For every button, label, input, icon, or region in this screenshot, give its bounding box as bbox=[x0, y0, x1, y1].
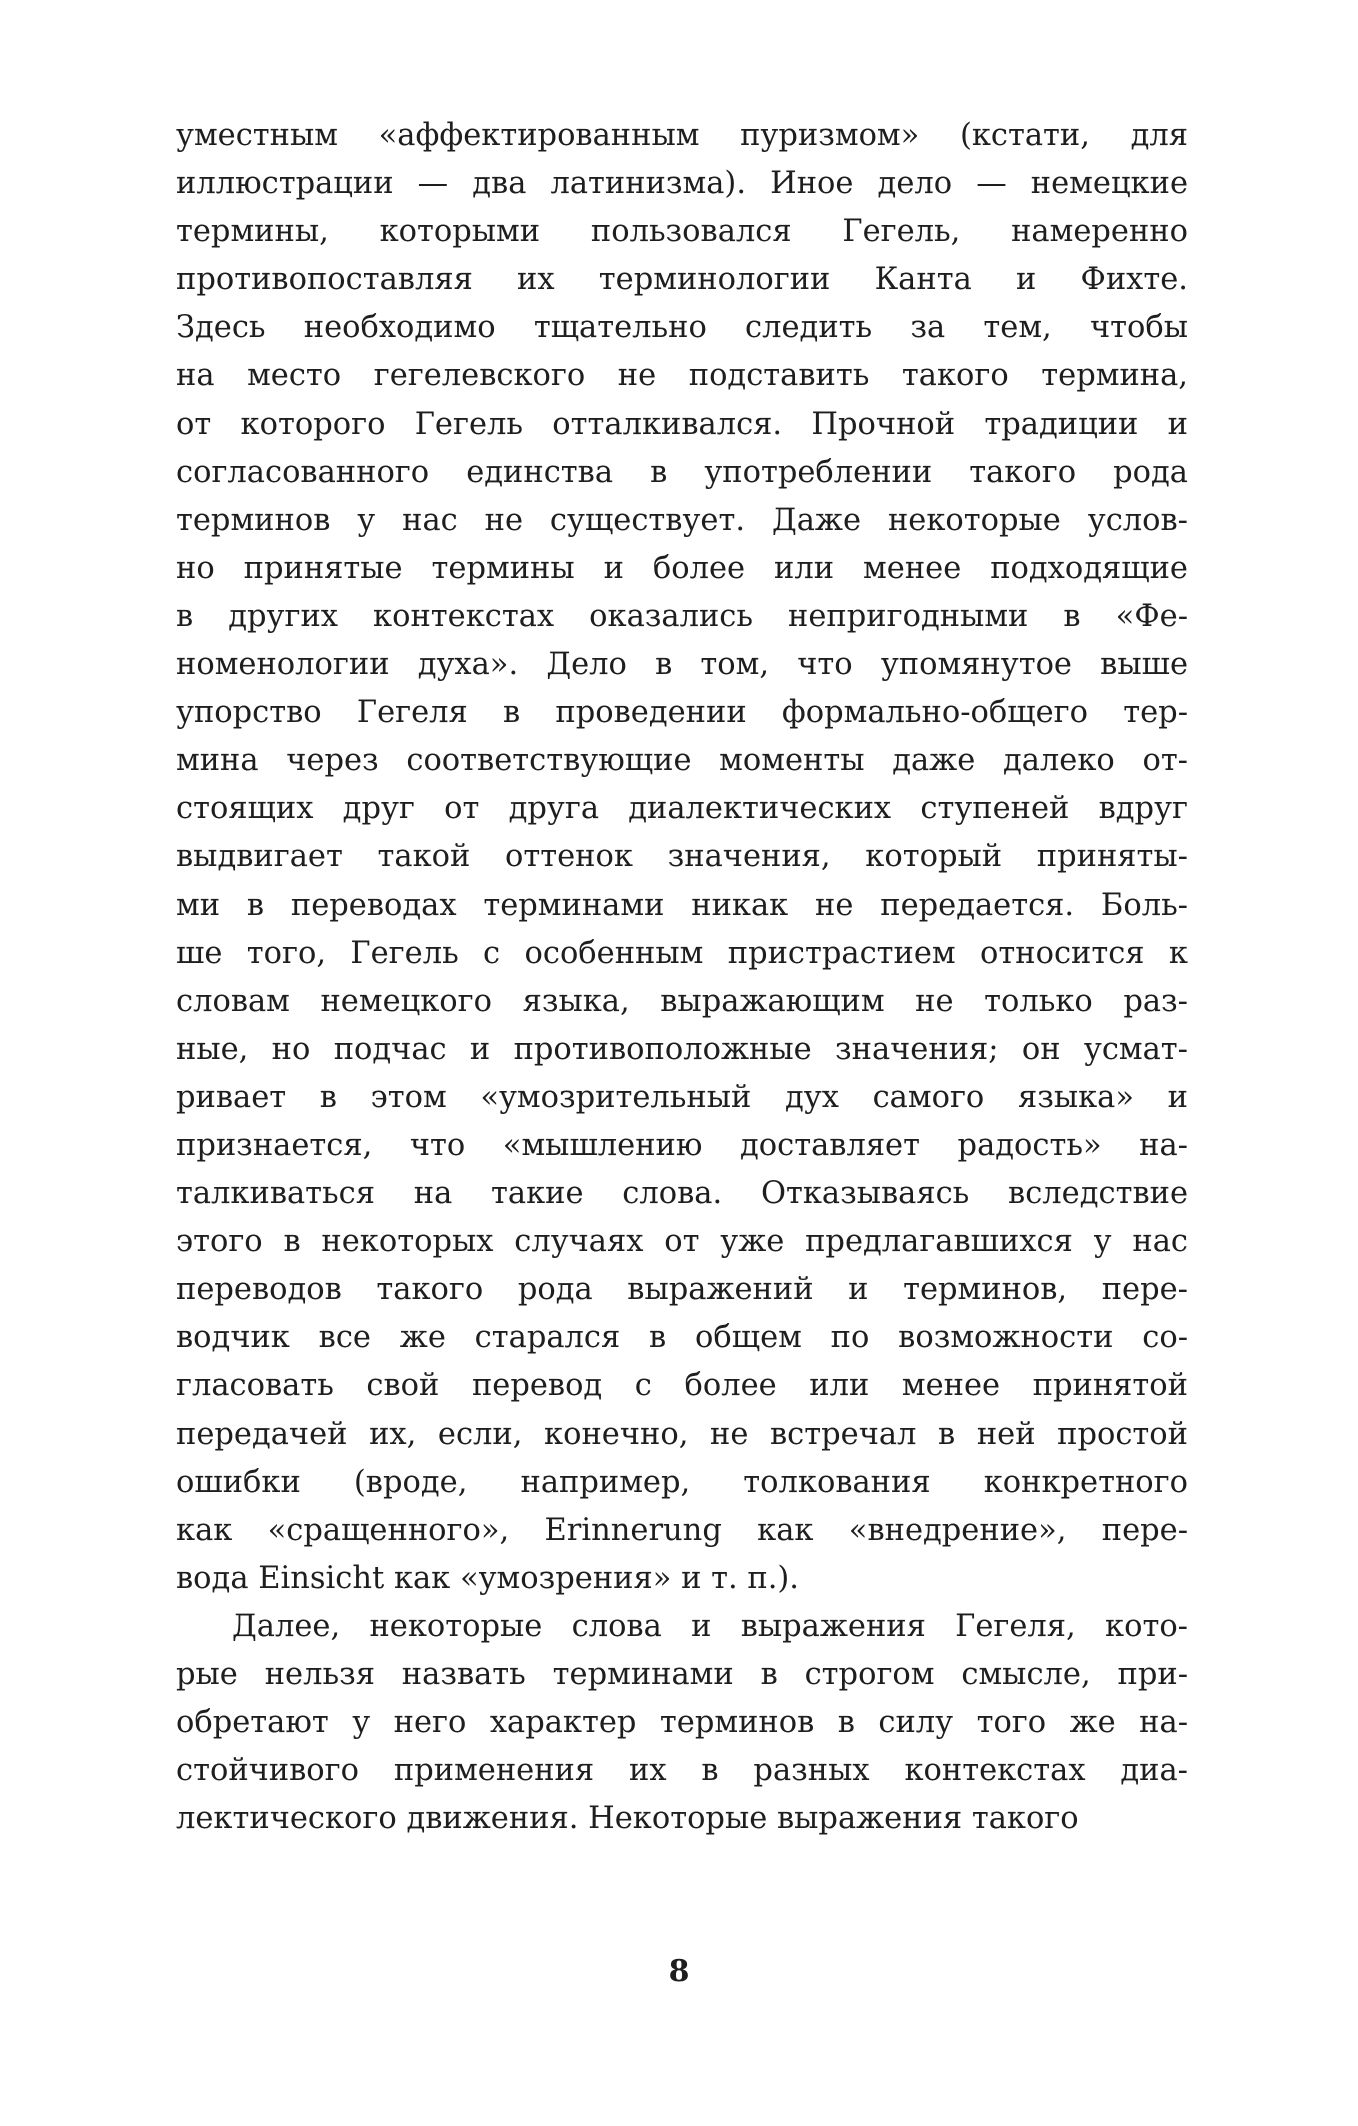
text-line: ше того, Гегель с особенным пристрастием относится к bbox=[176, 935, 1188, 971]
text-line: признается, что «мышлению доставляет радость» на- bbox=[176, 1127, 1188, 1163]
text-line: противопоставляя их терминологии Канта и Фихте. bbox=[176, 262, 1188, 298]
text-line: номенологии духа». Дело в том, что упомянутое выше bbox=[176, 647, 1188, 683]
text-line: словам немецкого языка, выражающим не только раз- bbox=[176, 983, 1188, 1019]
text-line: талкиваться на такие слова. Отказываясь вследствие bbox=[176, 1176, 1188, 1212]
text-line: на место гегелевского не подставить такого термина, bbox=[176, 358, 1188, 394]
text-line: Здесь необходимо тщательно следить за тем, чтобы bbox=[176, 310, 1188, 346]
text-line: как «сращенного», Erinnerung как «внедрение», пере- bbox=[176, 1512, 1188, 1548]
text-line: переводов такого рода выражений и терминов, пере- bbox=[176, 1272, 1188, 1308]
text-line: ми в переводах терминами никак не передается. Боль- bbox=[176, 887, 1188, 923]
text-line: ривает в этом «умозрительный дух самого языка» и bbox=[176, 1079, 1188, 1115]
text-line: но принятые термины и более или менее подходящие bbox=[176, 550, 1188, 586]
text-line: терминов у нас не существует. Даже некоторые услов- bbox=[176, 502, 1188, 538]
text-line: упорство Гегеля в проведении формально-общего тер- bbox=[176, 695, 1188, 731]
text-line: согласованного единства в употреблении такого рода bbox=[176, 454, 1188, 490]
text-line: уместным «аффектированным пуризмом» (кстати, для bbox=[176, 118, 1188, 153]
text-line: выдвигает такой оттенок значения, который приняты- bbox=[176, 839, 1188, 875]
text-line: вода Einsicht как «умозрения» и т. п.). bbox=[176, 1560, 800, 1596]
text-line: лектического движения. Некоторые выражения такого bbox=[176, 1801, 1079, 1837]
body-text bbox=[176, 112, 1188, 1843]
text-line: водчик все же старался в общем по возможности со- bbox=[176, 1320, 1188, 1356]
text-line: в других контекстах оказались непригодными в «Фе- bbox=[176, 598, 1188, 634]
text-line: стойчивого применения их в разных контекстах диа- bbox=[176, 1753, 1188, 1789]
text-line: от которого Гегель отталкивался. Прочной традиции и bbox=[176, 406, 1188, 442]
text-line: мина через соответствующие моменты даже далеко от- bbox=[176, 743, 1188, 779]
paragraph bbox=[176, 1603, 1188, 1843]
text-line: термины, которыми пользовался Гегель, намеренно bbox=[176, 214, 1188, 250]
paragraph bbox=[176, 112, 1188, 1603]
text-line: обретают у него характер терминов в силу того же на- bbox=[176, 1705, 1188, 1741]
text-line: иллюстрации — два латинизма). Иное дело — немецкие bbox=[176, 166, 1188, 202]
text-line: стоящих друг от друга диалектических ступеней вдруг bbox=[176, 791, 1188, 827]
text-line: гласовать свой перевод с более или менее принятой bbox=[176, 1368, 1188, 1404]
text-line: рые нельзя назвать терминами в строгом смысле, при- bbox=[176, 1657, 1188, 1692]
page-number: 8 bbox=[668, 1954, 690, 1989]
text-line: этого в некоторых случаях от уже предлагавшихся у нас bbox=[176, 1224, 1188, 1260]
text-line: Далее, некоторые слова и выражения Гегеля, кото- bbox=[232, 1608, 1188, 1644]
text-line: передачей их, если, конечно, не встречал в ней простой bbox=[176, 1416, 1188, 1452]
text-line: ошибки (вроде, например, толкования конкретного bbox=[176, 1464, 1188, 1500]
text-line: ные, но подчас и противоположные значения; он усмат- bbox=[176, 1031, 1188, 1067]
